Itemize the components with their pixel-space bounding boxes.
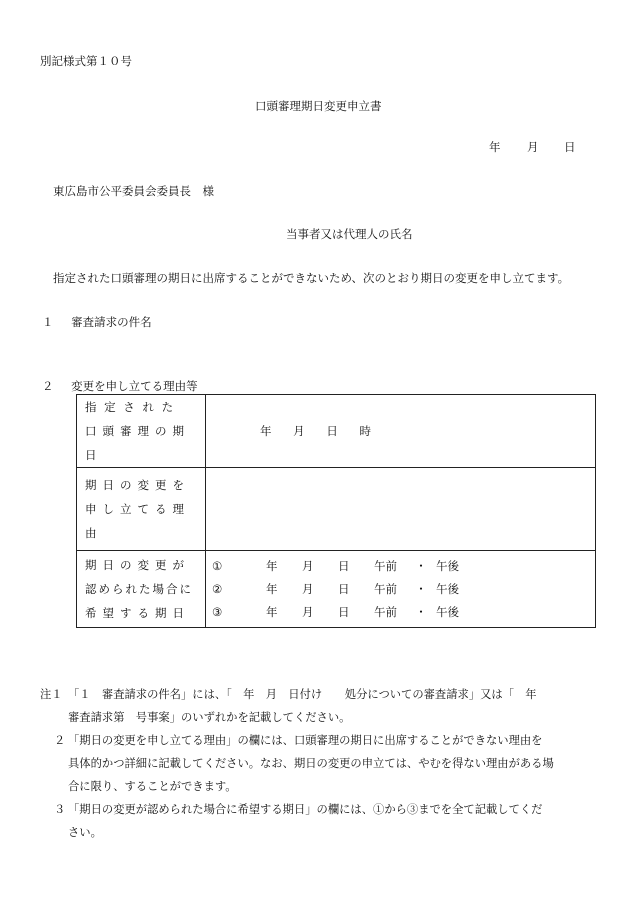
field-hour: 時 [359, 424, 371, 438]
option-separator: ・ [415, 558, 427, 573]
option-day: 日 [338, 604, 350, 619]
label-line: 申し立てる理由 [85, 502, 190, 540]
option-am: 午前 [374, 604, 397, 619]
preferred-date-option [206, 601, 595, 624]
date-day: 日 [564, 140, 576, 154]
note2-line: 合に限り、することができます。 [68, 780, 237, 793]
section1-label: 審査請求の件名 [71, 315, 152, 329]
option-year: 年 [266, 581, 278, 596]
page-title: 口頭審理期日変更申立書 [255, 99, 382, 113]
option-number: ② [212, 581, 223, 596]
option-month: 月 [302, 581, 314, 596]
form-id: 別記様式第１０号 [40, 54, 132, 68]
scheduled-date-label [77, 395, 206, 468]
table-row-preferred-dates [77, 551, 596, 628]
option-pm: 午後 [436, 604, 459, 619]
label-line: 認められた場合に [85, 582, 193, 596]
section2-label: 変更を申し立てる理由等 [71, 379, 198, 393]
intro-text: 指定された口頭審理の期日に出席することができないため、次のとおり期日の変更を申し立てます。 [53, 271, 570, 285]
option-month: 月 [302, 604, 314, 619]
field-day: 日 [326, 424, 338, 438]
option-separator: ・ [415, 604, 427, 619]
option-day: 日 [338, 581, 350, 596]
date-month: 月 [527, 140, 539, 154]
section1-number: １ [42, 315, 54, 329]
preferred-date-option [206, 555, 595, 578]
reason-field[interactable] [206, 468, 596, 551]
option-am: 午前 [374, 581, 397, 596]
request-table [76, 394, 596, 628]
label-line: 指 定 さ れ た [85, 400, 176, 414]
label-line: 期日の変更が [85, 558, 190, 572]
note3-line: さい。 [68, 826, 102, 839]
section1-heading [42, 314, 152, 330]
field-year: 年 [260, 424, 272, 438]
option-month: 月 [302, 558, 314, 573]
note1-label: 注１ [40, 688, 63, 701]
option-pm: 午後 [436, 581, 459, 596]
option-number: ③ [212, 604, 223, 619]
preferred-dates-label [77, 551, 206, 628]
note3-label: ３ [54, 803, 66, 816]
date-year: 年 [489, 140, 501, 154]
note1-line: 「１ 審査請求の件名」には、「 年 月 日付け 処分についての審査請求」又は「 年 [68, 688, 537, 701]
label-line: 期日の変更を [85, 478, 190, 492]
label-line: 希望する期日 [85, 606, 190, 620]
option-pm: 午後 [436, 558, 459, 573]
note3-line: 「期日の変更が認められた場合に希望する期日」の欄には、①から③までを全て記載してくだ [68, 803, 543, 816]
note1-line: 審査請求第 号事案」のいずれかを記載してください。 [68, 711, 351, 724]
option-year: 年 [266, 604, 278, 619]
note2-line: 具体的かつ詳細に記載してください。なお、期日の変更の申立ては、やむを得ない理由がある場 [68, 757, 554, 770]
scheduled-date-field[interactable] [206, 395, 596, 468]
section2-heading [42, 378, 198, 394]
applicant-label: 当事者又は代理人の氏名 [286, 227, 413, 241]
table-row-reason [77, 468, 596, 551]
option-year: 年 [266, 558, 278, 573]
preferred-dates-field[interactable] [206, 551, 596, 628]
addressee: 東広島市公平委員会委員長 様 [53, 184, 214, 198]
option-number: ① [212, 558, 223, 573]
option-day: 日 [338, 558, 350, 573]
note2-label: ２ [54, 734, 66, 747]
field-month: 月 [293, 424, 305, 438]
reason-label [77, 468, 206, 551]
preferred-date-option [206, 578, 595, 601]
table-row-scheduled-date [77, 395, 596, 468]
option-separator: ・ [415, 581, 427, 596]
label-line: 口頭審理の期日 [85, 424, 190, 462]
note2-line: 「期日の変更を申し立てる理由」の欄には、口頭審理の期日に出席することができない理由を [68, 734, 543, 747]
section2-number: ２ [42, 379, 54, 393]
option-am: 午前 [374, 558, 397, 573]
